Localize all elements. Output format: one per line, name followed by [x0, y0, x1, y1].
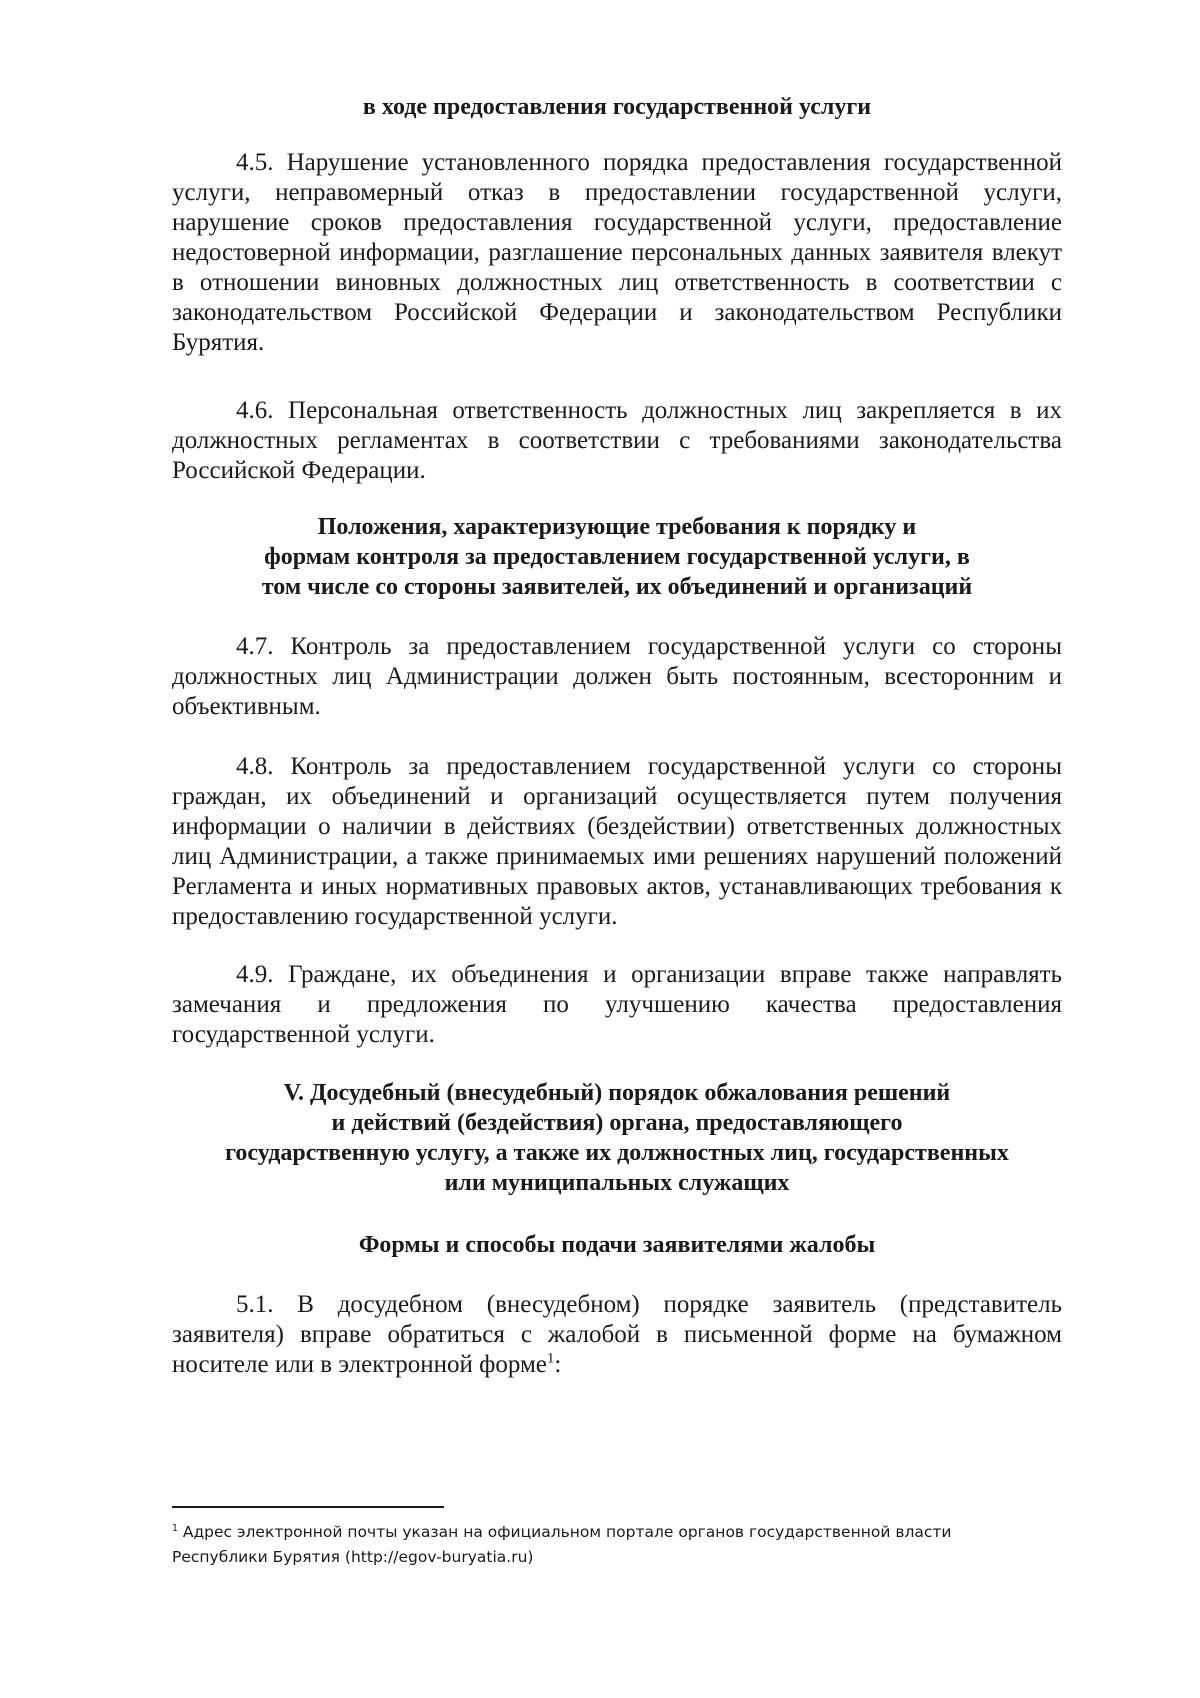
paragraph-text: 4.8. Контроль за предоставлением государственной услуги со стороны граждан, их объединений и организаций осуществляется путем получения информации о наличии в действиях (бездействии) ответственных должностных лиц Администрации, а также принимаемых ими решениях нарушений положений Регламента и иных нормативных правовых актов, устанавливающих требования к предоставлению государственной услуги. [172, 753, 1062, 930]
paragraph-4-7 [172, 632, 1062, 722]
heading-text: Формы и способы подачи заявителями жалобы [358, 1232, 876, 1258]
paragraph-4-6 [172, 396, 1062, 486]
paragraph-text [172, 1290, 1062, 1380]
paragraph-text: 4.6. Персональная ответственность должностных лиц закрепляется в их должностных регламентах в соответствии с требованиями законодательства Российской Федерации. [172, 397, 1062, 484]
paragraph-5-1 [172, 1290, 1062, 1380]
footnote-separator [172, 1506, 444, 1508]
heading-section-v [172, 1078, 1062, 1198]
paragraph-4-8 [172, 752, 1062, 932]
footnote-reference: 1 [546, 1350, 555, 1367]
paragraph-tail: : [554, 1351, 562, 1378]
heading-line: государственную услугу, а также их должностных лиц, государственных [225, 1140, 1009, 1166]
heading-control-requirements [172, 512, 1062, 602]
section-heading-top [172, 92, 1062, 122]
footnote-text: Адрес электронной почты указан на официальном портале органов государственной власти Республики Бурятия (http://egov-buryatia.ru) [172, 1523, 952, 1566]
heading-text: в ходе предоставления государственной услуги [362, 94, 872, 120]
paragraph-4-9 [172, 960, 1062, 1050]
paragraph-body: 5.1. В досудебном (внесудебном) порядке заявитель (представитель заявителя) вправе обратиться с жалобой в письменной форме на бумажном носителе или в электронной форме [172, 1291, 1062, 1378]
heading-line: Положения, характеризующие требования к порядку и [317, 514, 917, 540]
footnote-mark: 1 [172, 1522, 178, 1534]
heading-line: формам контроля за предоставлением государственной услуги, в [264, 544, 970, 570]
heading-line: или муниципальных служащих [444, 1170, 790, 1196]
paragraph-text: 4.5. Нарушение установленного порядка предоставления государственной услуги, неправомерный отказ в предоставлении государственной услуги, нарушение сроков предоставления государственной услуги, предоставление недостоверной информации, разглашение персональных данных заявителя влекут в отношении виновных должностных лиц ответственность в соответствии с законодательством Российской Федерации и законодательством Республики Бурятия. [172, 149, 1062, 356]
heading-line: том числе со стороны заявителей, их объединений и организаций [261, 574, 973, 600]
paragraph-4-5 [172, 148, 1062, 358]
paragraph-text: 4.9. Граждане, их объединения и организации вправе также направлять замечания и предложения по улучшению качества предоставления государственной услуги. [172, 961, 1062, 1048]
heading-complaint-forms [172, 1230, 1062, 1260]
heading-line: и действий (бездействия) органа, предоставляющего [331, 1110, 903, 1136]
footnote [172, 1520, 1052, 1570]
heading-line: V. Досудебный (внесудебный) порядок обжалования решений [283, 1080, 951, 1106]
paragraph-text: 4.7. Контроль за предоставлением государственной услуги со стороны должностных лиц Администрации должен быть постоянным, всесторонним и объективным. [172, 633, 1062, 720]
